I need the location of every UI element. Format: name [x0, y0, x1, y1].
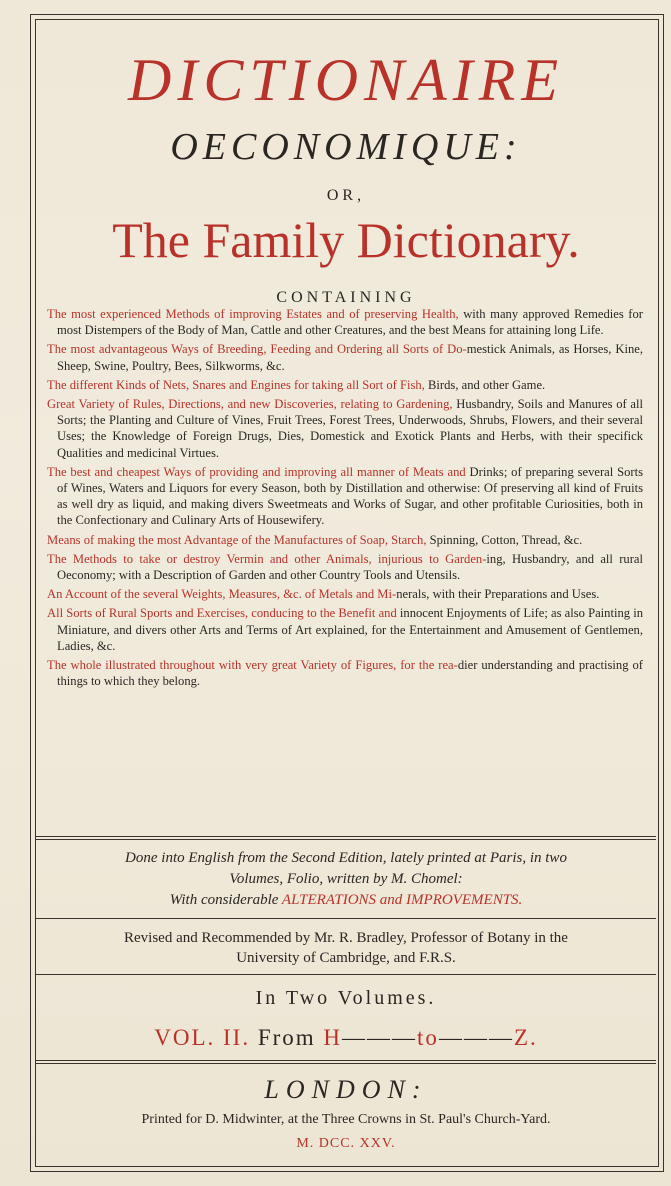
translation-line — [44, 890, 648, 911]
volume-range — [44, 1023, 648, 1053]
list-item — [47, 306, 643, 338]
translation-with: With considerable — [169, 892, 282, 908]
divider-rule — [36, 974, 656, 975]
list-item — [47, 341, 643, 373]
volumes-heading: In Two Volumes. — [255, 987, 437, 1009]
item-text: Drinks; of preparing several Sorts of Wines, Waters and Liquors for every Season, both by Distillation and otherwise: Of preserving all kind of Fruits as well dry as liquid, and making divers Sweetmeats and Works of Sugar, and other profitable Curiosities, both in the Confectionary and Culinary Arts of Housewifery. — [57, 464, 643, 528]
volume-end-letter: Z. — [513, 1025, 538, 1050]
item-lead: An Account of the several Weights, Measures, &c. of Metals and Mi- — [47, 587, 397, 602]
divider-rule — [36, 1063, 656, 1064]
list-item — [47, 377, 643, 393]
translation-line: Done into English from the Second Edition, lately printed at Paris, in two — [125, 850, 567, 866]
revised-line: University of Cambridge, and F.R.S. — [236, 950, 456, 966]
item-lead: The best and cheapest Ways of providing and improving all manner of Meats and — [47, 464, 466, 479]
volume-to: to — [417, 1025, 439, 1050]
item-text: with many approved Remedies for most Distempers of the Body of Man, Cattle and other Creatures, and the best Means for attaining long Life. — [57, 307, 643, 338]
divider-rule — [36, 839, 656, 840]
translation-note — [44, 848, 648, 911]
containing-heading: CONTAINING — [276, 289, 416, 306]
volume-from: From — [257, 1025, 316, 1050]
item-text: nerals, with their Preparations and Uses. — [396, 587, 600, 602]
item-text: mestick Animals, as Horses, Kine, Sheep, Swine, Poultry, Bees, Silkworms, &c. — [57, 342, 643, 373]
item-text: Husbandry, Soils and Manures of all Sorts; the Planting and Culture of Vines, Fruit Trees, Forest Trees, Underwoods, Shrubs, Flowers, and their several Uses; the Knowledge of Foreign Drugs, Dies, Domestick and Exotick Plants and Herbs, with their specifick Qualities and medicinal Virtues. — [57, 397, 643, 460]
item-text: Birds, and other Game. — [424, 377, 546, 392]
title-family-dictionary: The Family Dictionary. — [112, 212, 580, 268]
translation-line: Volumes, Folio, written by M. Chomel: — [229, 871, 463, 887]
translation-alterations: ALTERATIONS and IMPROVEMENTS. — [281, 892, 523, 908]
item-text: ing, Husbandry, and all rural Oeconomy; with a Description of Garden and other Country Tools and Utensils. — [57, 551, 643, 583]
contents-list — [47, 306, 643, 692]
list-item — [47, 464, 643, 529]
item-text: dier understanding and practising of things to which they belong. — [57, 658, 643, 689]
list-item — [47, 532, 643, 548]
item-lead: The most advantageous Ways of Breeding, Feeding and Ordering all Sorts of Do- — [47, 342, 467, 357]
revised-line: Revised and Recommended by Mr. R. Bradley, Professor of Botany in the — [124, 930, 568, 946]
list-item — [47, 586, 643, 602]
list-item — [47, 605, 643, 654]
item-lead: Great Variety of Rules, Directions, and new Discoveries, relating to Gardening, — [47, 397, 453, 412]
divider-rule — [36, 1060, 656, 1061]
imprint-year: M. DCC. XXV. — [296, 1136, 396, 1151]
item-lead: The different Kinds of Nets, Snares and Engines for taking all Sort of Fish, — [47, 377, 425, 392]
item-text: Spinning, Cotton, Thread, &c. — [426, 532, 583, 547]
title-oeconomique: OECONOMIQUE: — [170, 126, 522, 168]
imprint-printer: Printed for D. Midwinter, at the Three Crowns in St. Paul's Church-Yard. — [141, 1112, 551, 1127]
imprint-city: LONDON: — [264, 1075, 428, 1104]
item-lead: The most experienced Methods of improving Estates and of preserving Health, — [47, 307, 459, 321]
item-text: innocent Enjoyments of Life; as also Painting in Miniature, and divers other Arts and Terms of Art explained, for the Entertainment and Amusement of Gentlemen, Ladies, &c. — [57, 606, 644, 653]
volume-label: VOL. II. — [154, 1025, 251, 1050]
list-item — [47, 657, 643, 689]
divider-rule — [36, 836, 656, 837]
list-item — [47, 551, 643, 583]
dash-rule: ——— — [342, 1025, 418, 1050]
list-item — [47, 396, 643, 461]
item-lead: Means of making the most Advantage of the Manufactures of Soap, Starch, — [47, 532, 427, 547]
item-lead: All Sorts of Rural Sports and Exercises, conducing to the Benefit and — [47, 606, 397, 621]
volume-start-letter: H — [323, 1025, 343, 1050]
item-lead: The whole illustrated throughout with very great Variety of Figures, for the rea- — [47, 658, 458, 673]
title-or: OR, — [326, 187, 366, 204]
item-lead: The Methods to take or destroy Vermin and other Animals, injurious to Garden- — [47, 551, 487, 566]
divider-rule — [36, 918, 656, 919]
revised-note — [44, 928, 648, 968]
dash-rule: ——— — [438, 1025, 514, 1050]
title-dictionaire: DICTIONAIRE — [128, 47, 564, 113]
